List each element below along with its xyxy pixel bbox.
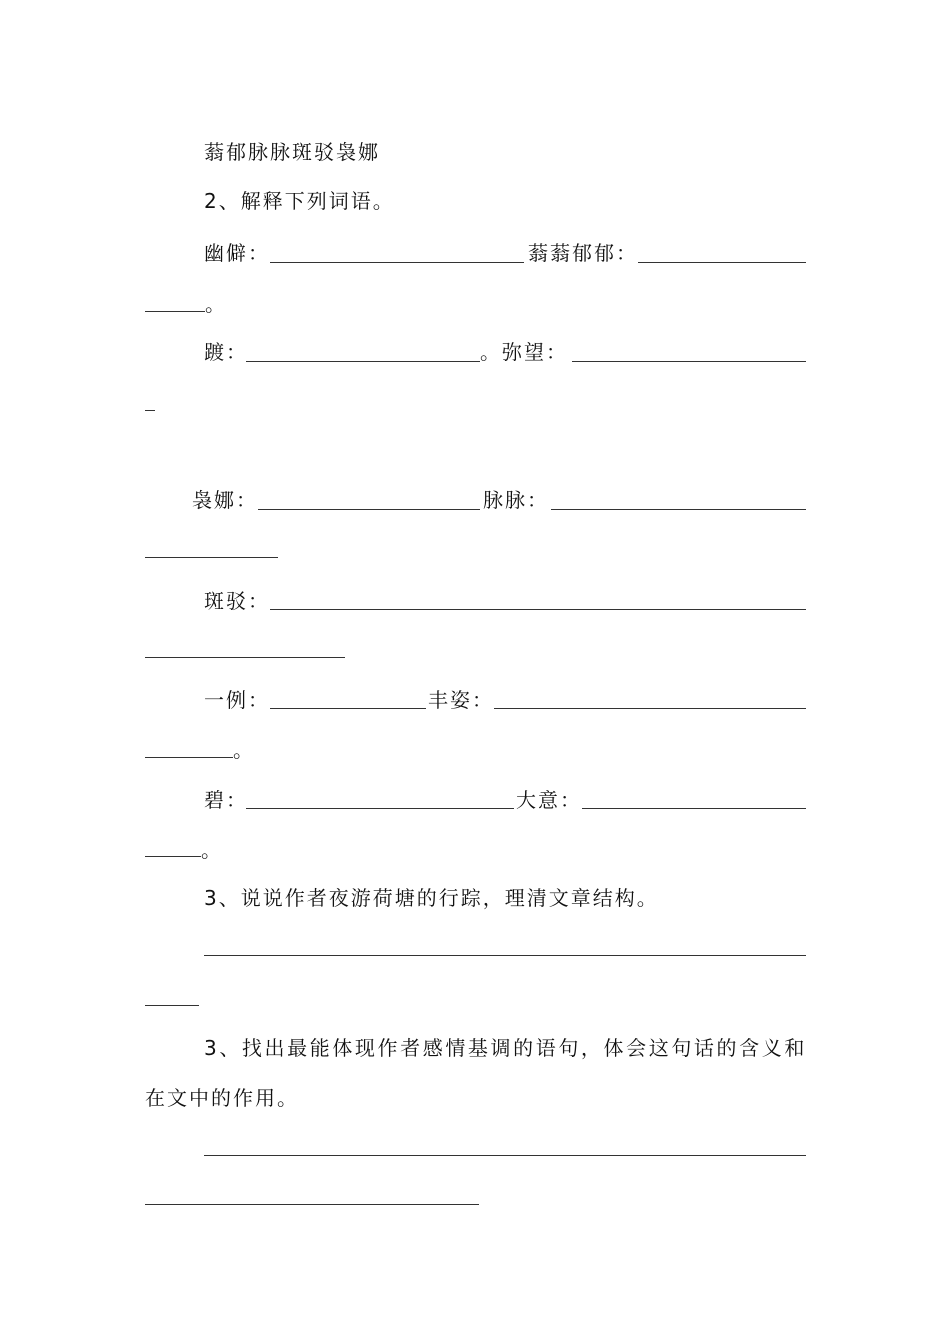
answer-blank-wengwengyuyu-cont[interactable] xyxy=(145,311,205,312)
period-mark: 。 xyxy=(205,292,227,316)
label-wengwengyuyu: 蓊蓊郁郁： xyxy=(528,241,638,265)
label-momo: 脉脉： xyxy=(483,488,549,512)
answer-blank-banbo[interactable] xyxy=(270,609,806,610)
label-banbo: 斑驳： xyxy=(204,589,270,613)
answer-blank-dayi-cont[interactable] xyxy=(145,856,201,857)
answer-blank-momo[interactable] xyxy=(551,509,806,510)
answer-blank-yili[interactable] xyxy=(270,708,426,709)
question-3-tone-line2: 在文中的作用。 xyxy=(145,1086,299,1110)
period-mark: 。 xyxy=(201,838,223,862)
answer-line-q3-tone-cont[interactable] xyxy=(145,1204,479,1205)
answer-blank-niaonuo[interactable] xyxy=(258,509,480,510)
question-3-route: 3、说说作者夜游荷塘的行踪，理清文章结构。 xyxy=(204,886,659,910)
label-youpi: 幽僻： xyxy=(204,241,270,265)
answer-blank-wengwengyuyu[interactable] xyxy=(638,262,806,263)
label-dayi: 大意： xyxy=(516,788,582,812)
label-bi: 碧： xyxy=(204,788,248,812)
label-niaonuo: 袅娜： xyxy=(192,488,258,512)
period-mark: 。 xyxy=(233,738,255,762)
label-duo: 踱： xyxy=(204,340,248,364)
vocabulary-words: 蓊郁脉脉斑驳袅娜 xyxy=(204,140,380,164)
label-miwang: 。弥望： xyxy=(480,340,568,364)
answer-blank-fengzi-cont[interactable] xyxy=(145,757,233,758)
answer-blank-banbo-cont[interactable] xyxy=(145,657,345,658)
answer-blank-dayi[interactable] xyxy=(582,808,806,809)
answer-line-q3-route[interactable] xyxy=(204,955,806,956)
answer-blank-momo-cont[interactable] xyxy=(145,557,278,558)
label-fengzi: 丰姿： xyxy=(428,688,494,712)
answer-line-q3-route-cont[interactable] xyxy=(145,1005,199,1006)
answer-blank-bi[interactable] xyxy=(246,808,514,809)
question-2-heading: 2、解释下列词语。 xyxy=(204,189,395,213)
answer-blank-duo[interactable] xyxy=(246,361,480,362)
answer-blank-fengzi[interactable] xyxy=(494,708,806,709)
answer-line-q3-tone[interactable] xyxy=(204,1155,806,1156)
label-yili: 一例： xyxy=(204,688,270,712)
answer-blank-miwang-cont[interactable] xyxy=(145,410,155,411)
answer-blank-miwang[interactable] xyxy=(572,361,806,362)
answer-blank-youpi[interactable] xyxy=(270,262,524,263)
question-3-tone-line1: 3、找出最能体现作者感情基调的语句，体会这句话的含义和 xyxy=(204,1036,807,1060)
